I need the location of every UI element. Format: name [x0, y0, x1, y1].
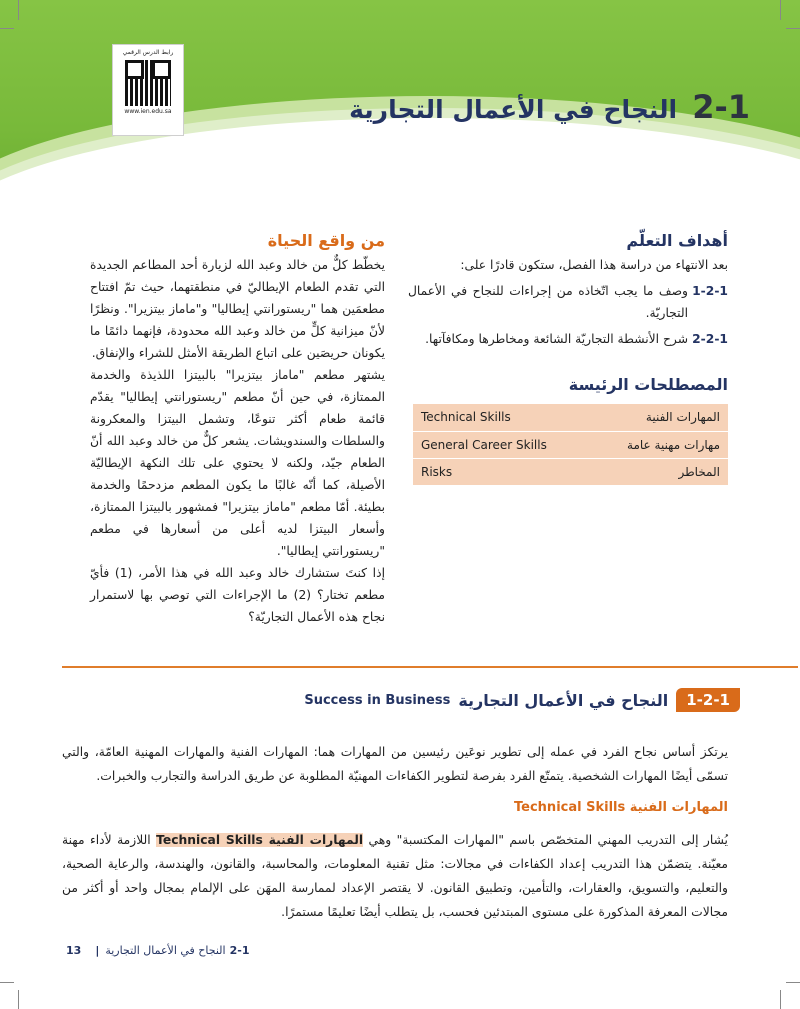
crop-mark: [18, 0, 19, 20]
learning-goal-item: [408, 328, 728, 350]
crop-mark: [780, 0, 781, 20]
subsection-number-badge: 1-2-1: [676, 688, 740, 712]
section-divider: [62, 666, 798, 668]
page-number: 13: [66, 943, 82, 957]
crop-mark: [0, 982, 14, 983]
qr-code-icon[interactable]: [125, 60, 171, 106]
section-number: 2-1: [692, 88, 750, 126]
key-term-row: [413, 431, 728, 458]
learning-goal-text: وصف ما يجب اتّخاذه من إجراءات للنجاح في الأعمال التجاريّة.: [408, 284, 688, 320]
technical-text-before: يُشار إلى التدريب المهني المتخصّص باسم "المهارات المكتسبة" وهي: [363, 833, 728, 847]
key-term-ar: المهارات الفنية: [591, 404, 728, 431]
real-life-paragraph: يشتهر مطعم "ماماز بيتزيرا" بالبيتزا اللذيذة والخدمة الممتازة، في حين أنّ مطعم "ريستورانتي إيطاليا" يقدّم قائمة طعام أكثر تنوعًا، وتشمل البيتزا والمعكرونة والسلطات والسندويشات. يشعر كلٌّ من خالد وعبد الله أنّ الطعام جيّد، ولكنه لا يحتوي على تلك النكهة الإيطاليّة الأصيلة، كما أنّه غالبًا ما يكون المطعم مزدحمًا والخدمة بطيئة. أمّا مطعم "ماماز بيتزيرا" فمشهور بالبيتزا الممتازة، وأسعار البيتزا لديه أعلى من أسعارها في مطعم "ريستورانتي إيطاليا".: [90, 368, 385, 558]
section-title-text: النجاح في الأعمال التجارية: [349, 95, 678, 124]
technical-skills-highlight: المهارات الفنية Technical Skills: [156, 833, 364, 847]
key-term-en: General Career Skills: [413, 431, 591, 458]
crop-mark: [780, 990, 781, 1009]
real-life-paragraph: إذا كنتَ ستشارك خالد وعبد الله في هذا الأمر، (1) فأيّ مطعم تختار؟ (2) ما الإجراءات التي توصي بها لاستمرار نجاح هذه الأعمال التجاريّة؟: [90, 566, 385, 624]
learning-goals-intro: بعد الانتهاء من دراسة هذا الفصل، ستكون قادرًا على:: [460, 258, 728, 272]
technical-skills-paragraph: [62, 828, 728, 924]
footer-chapter-title: النجاح في الأعمال التجارية: [105, 943, 226, 957]
learning-goal-number: 1-2-1: [692, 284, 728, 298]
subsection-title-ar: النجاح في الأعمال التجارية: [458, 690, 669, 710]
footer-separator: |: [95, 943, 100, 957]
key-term-ar: المخاطر: [591, 458, 728, 485]
key-term-row: [413, 404, 728, 431]
learning-goals-column: [408, 228, 728, 486]
subsection-heading: [180, 684, 740, 716]
key-term-row: [413, 458, 728, 485]
real-life-column: [90, 228, 385, 628]
learning-goal-text: شرح الأنشطة التجاريّة الشائعة ومخاطرها ومكافآتها.: [425, 332, 688, 346]
real-life-heading: من واقع الحياة: [267, 231, 385, 250]
subsection-intro: يرتكز أساس نجاح الفرد في عمله إلى تطوير نوعَين رئيسين من المهارات هما: المهارات الفنية والمهارات المهنية العامّة، والتي تسمّى أيضًا المهارات الشخصية. يتمتّع الفرد بفرصة لتطوير الكفاءات المهنيّة المطلوبة عن طريق الدراسة والتجارب والخبرات.: [62, 745, 728, 783]
technical-text-after: اللازمة لأداء مهنة معيّنة. يتضمّن هذا التدريب إعداد الكفاءات في مجالات: مثل تقنية المعلومات، والمحاسبة، والقانون، والهندسة، والرعاية الصحية، والتعليم، والتسويق، والعقارات، والتأمين، وتطبيق القانون. لا يقتصر الإعداد لممارسة المهَن على الإلمام بمجال واحد أو أكثر من مجالات المعرفة المذكورة على مستوى المبتدئين فحسب، بل يتطلب أيضًا تعليمًا مستمرًا.: [62, 833, 728, 919]
learning-goal-number: 2-2-1: [692, 332, 728, 346]
key-term-en: Risks: [413, 458, 591, 485]
key-terms-table: [413, 404, 728, 486]
crop-mark: [0, 28, 14, 29]
crop-mark: [18, 990, 19, 1009]
key-terms-heading: المصطلحات الرئيسة: [568, 375, 728, 394]
crop-mark: [786, 28, 800, 29]
page-footer: [66, 940, 249, 960]
footer-chapter-number: 2-1: [229, 943, 250, 957]
crop-mark: [786, 982, 800, 983]
learning-goal-item: [408, 280, 728, 324]
subsection-title-en: Success in Business: [304, 692, 451, 708]
qr-url: www.ien.edu.sa: [124, 108, 172, 115]
learning-goals-heading: أهداف التعلّم: [626, 231, 728, 250]
real-life-paragraph: يخطّط كلٌّ من خالد وعبد الله لزيارة أحد المطاعم الجديدة التي تقدم الطعام الإيطاليّ في منطقتهما، حيث تمّ افتتاح مطعمَين هما "ريستورانتي إيطاليا" و"ماماز بيتزيرا". ونظرًا لأنّ ميزانية كلٍّ من خالد وعبد الله محدودة، فإنهما دائمًا ما يكونان حريصَين على اتباع الطريقة الأمثل للشراء والإنفاق.: [90, 258, 385, 360]
key-term-en: Technical Skills: [413, 404, 591, 431]
section-title: [300, 88, 750, 128]
technical-skills-heading: المهارات الفنية Technical Skills: [514, 800, 728, 815]
qr-caption: رابط الدرس الرقمي: [122, 49, 174, 56]
key-term-ar: مهارات مهنية عامة: [591, 431, 728, 458]
qr-card[interactable]: [112, 44, 184, 136]
